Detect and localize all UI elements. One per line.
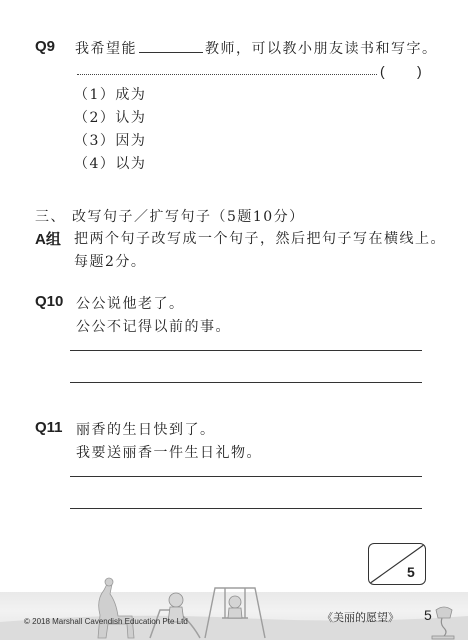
question-number-q10: Q10 bbox=[35, 293, 64, 310]
q9-text-before: 我希望能 bbox=[75, 41, 137, 57]
q10-answer-line-2[interactable] bbox=[70, 382, 422, 383]
q10-answer-line-1[interactable] bbox=[70, 350, 422, 351]
q11-sentence-2: 我要送丽香一件生日礼物。 bbox=[76, 445, 262, 461]
score-box bbox=[368, 543, 426, 585]
score-box-diagonal bbox=[369, 544, 425, 584]
q9-answer-leader-dots bbox=[77, 74, 377, 75]
question-number-q9: Q9 bbox=[35, 38, 56, 55]
instruction-line-1: 把两个句子改写成一个句子，然后把句子写在横线上。 bbox=[74, 231, 446, 247]
q9-option-1[interactable]: （1）成为 bbox=[74, 87, 147, 103]
q9-option-3[interactable]: （3）因为 bbox=[74, 133, 147, 149]
q9-question-text bbox=[75, 38, 438, 58]
q11-sentence-1: 丽香的生日快到了。 bbox=[76, 422, 216, 438]
q9-option-4[interactable]: （4）以为 bbox=[74, 156, 147, 172]
q10-sentence-1: 公公说他老了。 bbox=[76, 296, 185, 312]
instruction-line-2: 每题2分。 bbox=[74, 254, 147, 270]
book-title: 《美丽的愿望》 bbox=[322, 611, 399, 624]
group-label: A组 bbox=[35, 231, 61, 248]
q9-fill-blank[interactable] bbox=[139, 38, 203, 53]
q11-answer-line-1[interactable] bbox=[70, 476, 422, 477]
question-number-q11: Q11 bbox=[35, 419, 63, 436]
q10-sentence-2: 公公不记得以前的事。 bbox=[76, 319, 231, 335]
q9-answer-box[interactable] bbox=[392, 64, 416, 80]
q9-answer-bracket-open: ( bbox=[380, 63, 387, 79]
page-number: 5 bbox=[424, 607, 432, 623]
q9-text-after: 教师，可以教小朋友读书和写字。 bbox=[205, 41, 438, 57]
q11-answer-line-2[interactable] bbox=[70, 508, 422, 509]
swing-child-figure bbox=[228, 596, 242, 618]
copyright-text: © 2018 Marshall Cavendish Education Pte Ltd bbox=[24, 617, 188, 626]
q9-option-2[interactable]: （2）认为 bbox=[74, 110, 147, 126]
score-box-total: 5 bbox=[407, 564, 415, 580]
q9-answer-bracket-close: ) bbox=[417, 63, 424, 79]
section-heading: 三、 改写句子／扩写句子（5题10分） bbox=[35, 209, 305, 225]
